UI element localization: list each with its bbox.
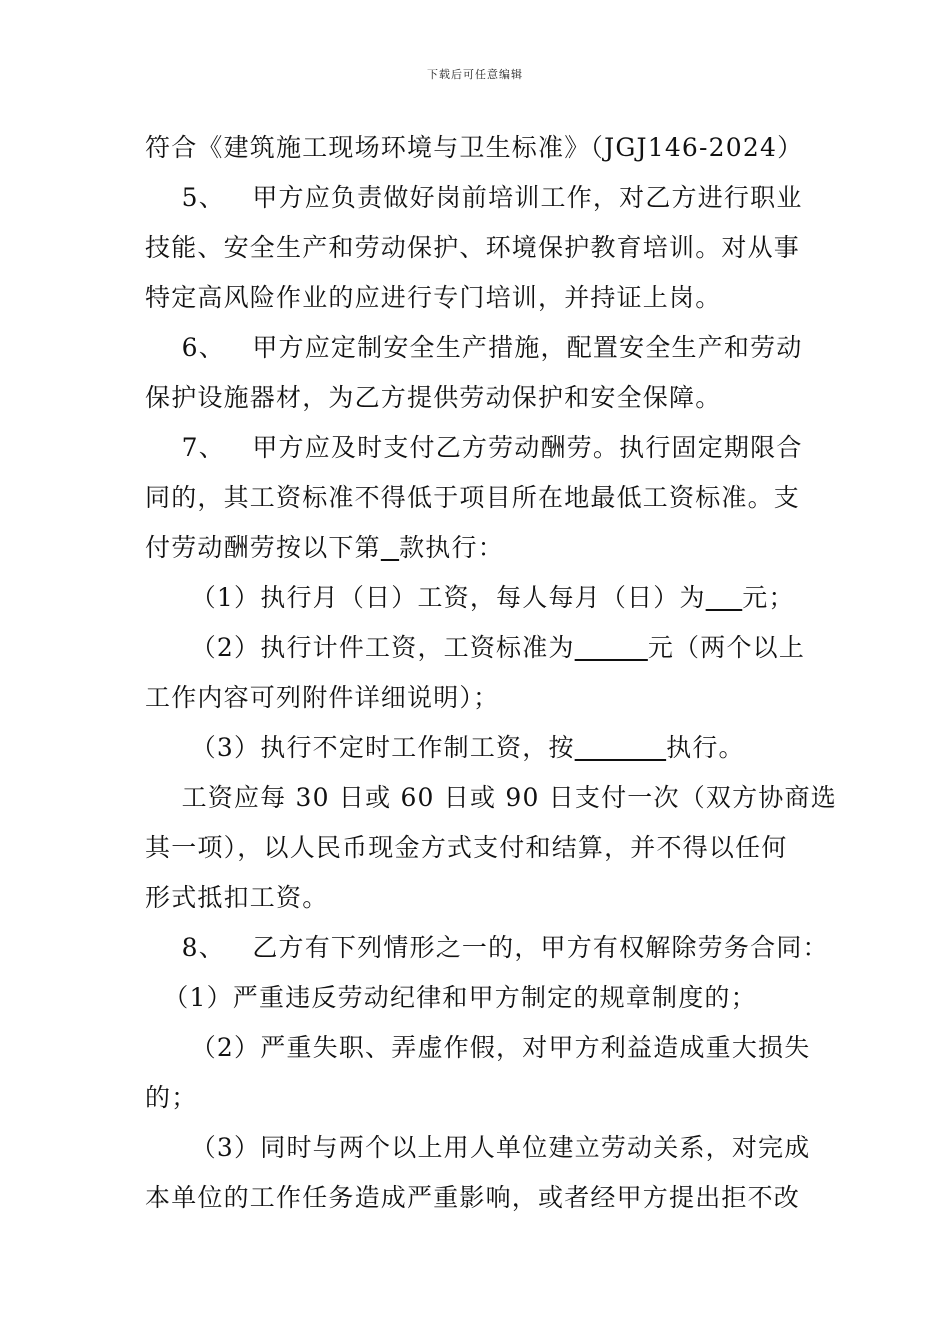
text-segment: （3）执行不定时工作制工资，按 bbox=[145, 733, 575, 762]
option-3-line bbox=[145, 733, 745, 763]
text-line: 形式抵扣工资。 bbox=[145, 883, 329, 912]
text-line: 其一项），以人民币现金方式支付和结算，并不得以任何 bbox=[145, 833, 788, 862]
text-segment: 款执行： bbox=[399, 533, 504, 562]
fill-in-blank bbox=[575, 733, 666, 762]
text-line: 保护设施器材，为乙方提供劳动保护和安全保障。 bbox=[145, 383, 722, 412]
option-1-line bbox=[145, 583, 795, 613]
text-line: 特定高风险作业的应进行专门培训，并持证上岗。 bbox=[145, 283, 722, 312]
clause-7-line: 7、 甲方应及时支付乙方劳动酬劳。执行固定期限合 bbox=[145, 433, 803, 462]
text-line: 本单位的工作任务造成严重影响，或者经甲方提出拒不改 bbox=[145, 1183, 801, 1212]
fill-in-blank bbox=[575, 633, 648, 662]
text-line: 符合《建筑施工现场环境与卫生标准》（JGJ146-2024） bbox=[145, 133, 804, 162]
text-line: 的； bbox=[145, 1083, 198, 1112]
option-2-line: （2）严重失职、弄虚作假，对甲方利益造成重大损失 bbox=[145, 1033, 811, 1062]
option-2-line bbox=[145, 633, 805, 663]
clause-8-line: 8、 乙方有下列情形之一的，甲方有权解除劳务合同： bbox=[145, 933, 829, 962]
page-header: 下载后可任意编辑 bbox=[427, 68, 523, 81]
text-segment: 元； bbox=[742, 583, 795, 612]
fill-in-blank bbox=[381, 533, 399, 562]
text-segment: （1）执行月（日）工资，每人每月（日）为 bbox=[145, 583, 706, 612]
clause-5-line: 5、 甲方应负责做好岗前培训工作，对乙方进行职业 bbox=[145, 183, 803, 212]
fill-in-blank bbox=[706, 583, 743, 612]
text-line: 工资应每 30 日或 60 日或 90 日支付一次（双方协商选 bbox=[145, 783, 837, 812]
text-segment: 付劳动酬劳按以下第 bbox=[145, 533, 381, 562]
text-segment: 执行。 bbox=[666, 733, 745, 762]
option-3-line: （3）同时与两个以上用人单位建立劳动关系，对完成 bbox=[145, 1133, 811, 1162]
text-segment: 元（两个以上 bbox=[647, 633, 806, 662]
text-line: 工作内容可列附件详细说明）； bbox=[145, 683, 500, 712]
text-segment: （2）执行计件工资，工资标准为 bbox=[145, 633, 575, 662]
option-1-line: （1）严重违反劳动纪律和甲方制定的规章制度的； bbox=[145, 983, 757, 1012]
text-line: 技能、安全生产和劳动保护、环境保护教育培训。对从事 bbox=[145, 233, 801, 262]
text-line bbox=[145, 533, 504, 563]
text-line: 同的，其工资标准不得低于项目所在地最低工资标准。支 bbox=[145, 483, 801, 512]
clause-6-line: 6、 甲方应定制安全生产措施，配置安全生产和劳动 bbox=[145, 333, 803, 362]
